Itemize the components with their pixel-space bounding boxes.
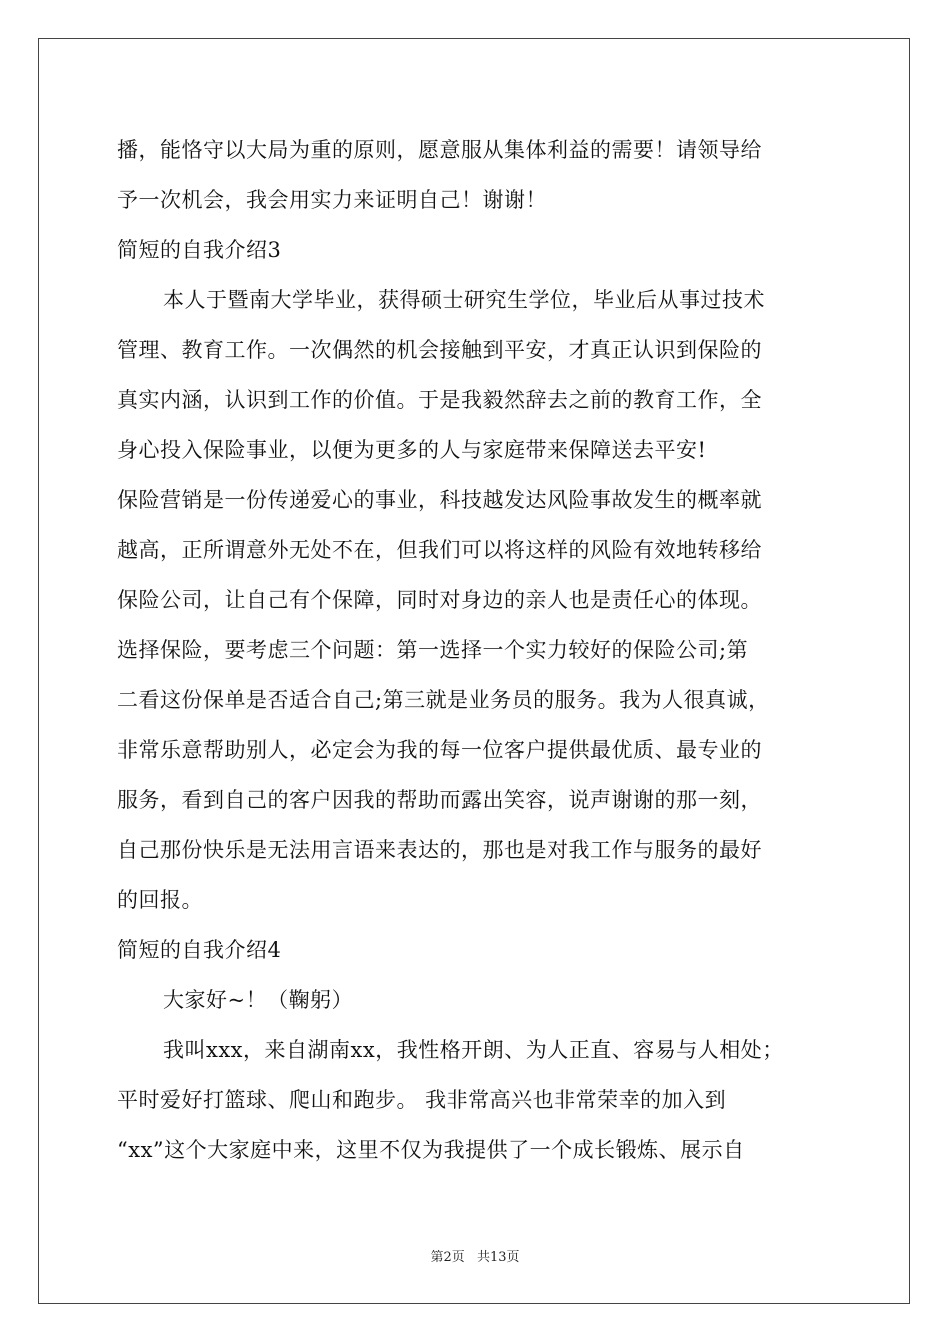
section-heading: 简短的自我介绍3	[117, 238, 282, 262]
text-line: 保险营销是一份传递爱心的事业，科技越发达风险事故发生的概率就	[117, 488, 762, 512]
text-line: 予一次机会，我会用实力来证明自己！谢谢！	[117, 188, 547, 212]
text-line: 本人于暨南大学毕业，获得硕士研究生学位，毕业后从事过技术	[163, 288, 765, 312]
text-line: 真实内涵，认识到工作的价值。于是我毅然辞去之前的教育工作，全	[117, 388, 762, 412]
text-line: 服务，看到自己的客户因我的帮助而露出笑容，说声谢谢的那一刻，	[117, 788, 762, 812]
text-line: 身心投入保险事业，以便为更多的人与家庭带来保障送去平安!	[117, 438, 707, 462]
text-line: “xx”这个大家庭中来，这里不仅为我提供了一个成长锻炼、展示自	[117, 1138, 745, 1162]
text-line: 选择保险，要考虑三个问题：第一选择一个实力较好的保险公司;第	[117, 638, 749, 662]
text-line: 的回报。	[117, 888, 203, 912]
text-line: 大家好~！（鞠躬）	[163, 988, 354, 1012]
text-line: 越高，正所谓意外无处不在，但我们可以将这样的风险有效地转移给	[117, 538, 762, 562]
text-line: 自己那份快乐是无法用言语来表达的，那也是对我工作与服务的最好	[117, 838, 762, 862]
text-line: 平时爱好打篮球、爬山和跑步。 我非常高兴也非常荣幸的加入到	[117, 1088, 727, 1112]
page-total: 共13页	[476, 1250, 520, 1265]
text-line: 二看这份保单是否适合自己;第三就是业务员的服务。我为人很真诚，	[117, 688, 770, 712]
text-line: 我叫xxx，来自湖南xx，我性格开朗、为人正直、容易与人相处；	[163, 1038, 784, 1062]
text-line: 非常乐意帮助别人，必定会为我的每一位客户提供最优质、最专业的	[117, 738, 762, 762]
section-heading: 简短的自我介绍4	[117, 938, 282, 962]
text-line: 保险公司，让自己有个保障，同时对身边的亲人也是责任心的体现。	[117, 588, 762, 612]
text-line: 管理、教育工作。一次偶然的机会接触到平安，才真正认识到保险的	[117, 338, 762, 362]
page-border	[38, 38, 910, 1304]
text-line: 播，能恪守以大局为重的原则，愿意服从集体利益的需要！请领导给	[117, 138, 762, 162]
page-number: 第2页	[430, 1250, 465, 1265]
page-footer	[0, 1249, 950, 1267]
